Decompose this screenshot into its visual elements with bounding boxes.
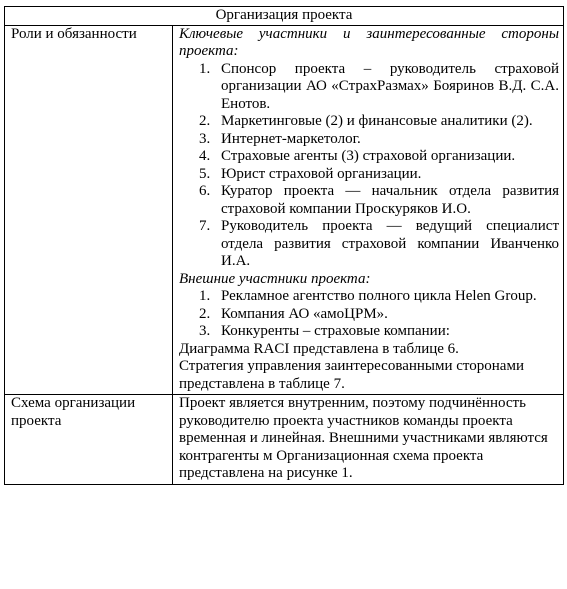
- list-item: [199, 183, 559, 218]
- strategy-note: Стратегия управления заинтересованными сторонами представлена в таблице 7.: [179, 358, 524, 392]
- project-organization-table: [4, 6, 564, 485]
- table-row: [5, 395, 564, 485]
- list-item: [199, 288, 559, 306]
- external-participants-heading: Внешние участники проекта:: [179, 270, 371, 287]
- table-title-row: [5, 7, 564, 26]
- list-item-number: 5.: [199, 165, 211, 182]
- list-item-number: 3.: [199, 130, 211, 147]
- list-item: [199, 131, 559, 149]
- list-item-number: 4.: [199, 148, 211, 164]
- list-item: [199, 218, 559, 271]
- list-item-text: Юрист страховой организации.: [221, 165, 422, 182]
- list-item-number: 1.: [199, 60, 211, 77]
- list-item: [199, 323, 559, 341]
- external-participants-list: [199, 288, 559, 341]
- list-item: [199, 306, 559, 324]
- list-item-text: Рекламное агентство полного цикла Helen Group.: [221, 288, 537, 304]
- table-title: Организация проекта: [5, 7, 564, 26]
- key-participants-list: [199, 61, 559, 271]
- list-item: [199, 166, 559, 184]
- raci-note: Диаграмма RACI представлена в таблице 6.: [179, 340, 459, 357]
- row-label-roles: Роли и обязанности: [5, 25, 173, 395]
- list-item: [199, 148, 559, 166]
- list-item-text: Конкуренты – страховые компании:: [221, 323, 450, 339]
- list-item: [199, 113, 559, 131]
- list-item-text: Маркетинговые (2) и финансовые аналитики (2).: [221, 113, 533, 129]
- table-row: [5, 25, 564, 395]
- list-item-number: 6.: [199, 183, 211, 199]
- list-item-text: Интернет-маркетолог.: [221, 130, 361, 147]
- list-item-text: Спонсор проекта – руководитель страховой организации АО «СтрахРазмах» Бояринов В.Д. С.А. Енотов.: [221, 60, 559, 112]
- list-item-text: Руководитель проекта — ведущий специалист отдела развития страховой компании Иванченко И.А.: [221, 218, 559, 269]
- list-item-text: Компания АО «амоЦРМ».: [221, 305, 388, 322]
- list-item-number: 1.: [199, 288, 211, 304]
- list-item-text: Страховые агенты (3) страховой организации.: [221, 148, 516, 164]
- list-item-number: 2.: [199, 113, 211, 129]
- key-participants-heading: Ключевые участники и заинтересованные стороны проекта:: [179, 25, 559, 59]
- roles-content-cell: [173, 25, 564, 395]
- row-label-org-scheme: Схема организации проекта: [5, 395, 173, 485]
- list-item-number: 7.: [199, 218, 211, 234]
- org-scheme-paragraph: Проект является внутренним, поэтому подчинённость руководителю проекта участников команды проекта временная и линейная. Внешними участниками являются контрагенты м Организационная схема проекта представлена на рисунке 1.: [173, 395, 564, 485]
- list-item-number: 3.: [199, 323, 211, 339]
- list-item: [199, 61, 559, 114]
- list-item-number: 2.: [199, 305, 211, 322]
- list-item-text: Куратор проекта — начальник отдела развития страховой компании Проскуряков И.О.: [221, 183, 559, 217]
